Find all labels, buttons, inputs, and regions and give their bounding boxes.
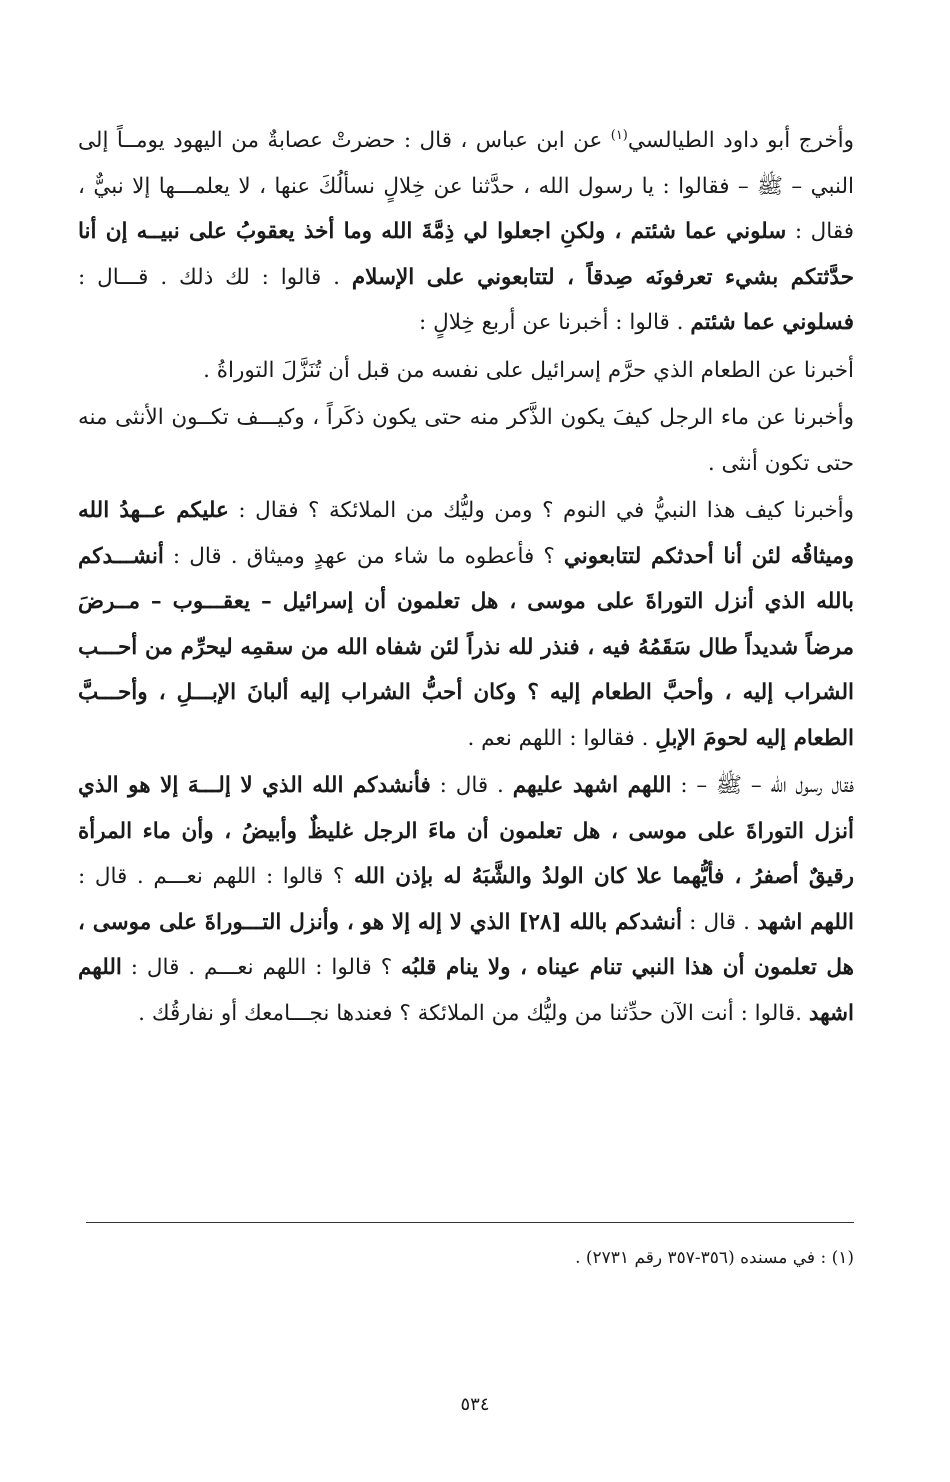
paragraph: [78, 488, 854, 761]
text-span: . قالوا : أخبرنا عن أربع خِلالٍ :: [419, 310, 691, 335]
page-number: ٥٣٤: [460, 1394, 490, 1415]
text-span: . قالوا : لك ذلك . قـــال :: [78, 264, 352, 290]
text-span: .قالوا : أنت الآن حدِّثنا من وليُّك من الملائكة ؟ فعندها نجـــامعك أو نفارقُك .: [138, 1000, 809, 1026]
footnote: (١) : في مسنده (٣٥٦-٣٥٧ رقم ٢٧٣١) .: [575, 1248, 854, 1268]
bold-text-span: اللهم اشهد: [757, 909, 854, 935]
text-span: وأخبرنا كيف هذا النبيُّ في النوم ؟ ومن وليُّك من الملائكة ؟ فقال :: [228, 498, 854, 523]
text-span: ؟ قالوا : اللهم نعـــم . قال :: [78, 864, 354, 889]
footnote-marker: (١): [610, 127, 628, 143]
text-span: عن ابن عباس ، قال : حضرتْ عصابةٌ من اليهود يومــاً إلى النبي – ﷺ – فقالوا : يا رسول الله ، حدَّثنا عن خِلالٍ نسألُكَ عنها ، لا يعلمـــها إلا نبيٌّ ، فقال :: [78, 128, 854, 244]
bold-text-span: أنشـــدكم بالله الذي أنزل التوراةَ على موسى ، هل تعلمون أن إسرائيل – يعقـــوب – مــرضَ مرضاً شديداً طال سَقَمُهُ فيه ، فنذر لله نذراً لئن شفاه الله من سقمِه ليحرِّم من أحـــب الشراب إليه ، وأحبَّ الطعام إليه ؟ وكان أحبُّ الشراب إليه ألبانَ الإبـــلِ ، وأحـــبَّ الطعام إليه لحومَ الإبلِ: [78, 543, 854, 751]
paragraph: [78, 395, 854, 486]
bold-text-span: اللهم اشهد عليهم: [512, 773, 672, 798]
paragraph: [78, 348, 854, 394]
text-span: أخبرنا عن الطعام الذي حرَّم إسرائيل على نفسه من قبل أن تُنَزَّلَ التوراةُ .: [203, 357, 854, 383]
paragraph: [78, 118, 854, 346]
bold-text-span: فسلوني عما شئتم: [690, 310, 854, 335]
footnote-divider: [86, 1222, 854, 1223]
text-span: ؟ قالوا : اللهم نعـــم . قال :: [121, 955, 402, 980]
bold-text-span: عليكم عــهدُ الله وميثاقُه لئن أنا أحدثكم لتتابعوني: [78, 498, 854, 569]
bold-text-span: أنشدكم بالله [٢٨] الذي لا إله إلا هو ، وأنزل التـــوراةَ على موسى ، هل تعلمون أن هذا النبي تنام عيناه ، ولا ينام قلبُه: [78, 909, 854, 980]
text-span: وأخرج أبو داود الطيالسي: [627, 128, 854, 153]
text-span: . قال :: [430, 773, 513, 798]
bold-text-span: سلوني عما شئتم ، ولكنِ اجعلوا لي ذِمَّةَ الله وما أخذ يعقوبُ على نبيــه إن أنا حدَّثتكم بشيء تعرفونَه صِدقاً ، لتتابعوني على الإسلام: [78, 219, 854, 290]
main-text-block: [78, 118, 854, 1036]
bold-text-span: فأنشدكم الله الذي لا إلـــهَ إلا هو الذي أنزل التوراةَ على موسى ، هل تعلمون أن ماءَ الرجل غليظٌ وأبيضُ ، وأن ماء المرأة رقيقٌ أصفرُ ، فأيُّهما علا كان الولدُ والشَّبَهُ له بإذن الله: [78, 773, 854, 889]
text-span: ؟ فأعطوه ما شاء من عهدٍ وميثاق . قال :: [163, 543, 564, 569]
text-span: فقال رسول الله – ﷺ – :: [671, 773, 854, 798]
text-span: وأخبرنا عن ماء الرجل كيفَ يكون الذَّكر منه حتى يكون ذكَراً ، وكيـــف تكــون الأنثى منه حتى تكون أنثى .: [78, 405, 854, 476]
paragraph: [78, 763, 854, 1036]
text-span: . قال :: [682, 909, 758, 935]
text-span: . فقالوا : اللهم نعم .: [467, 725, 656, 751]
bold-text-span: اللهم اشهد: [78, 955, 854, 1026]
